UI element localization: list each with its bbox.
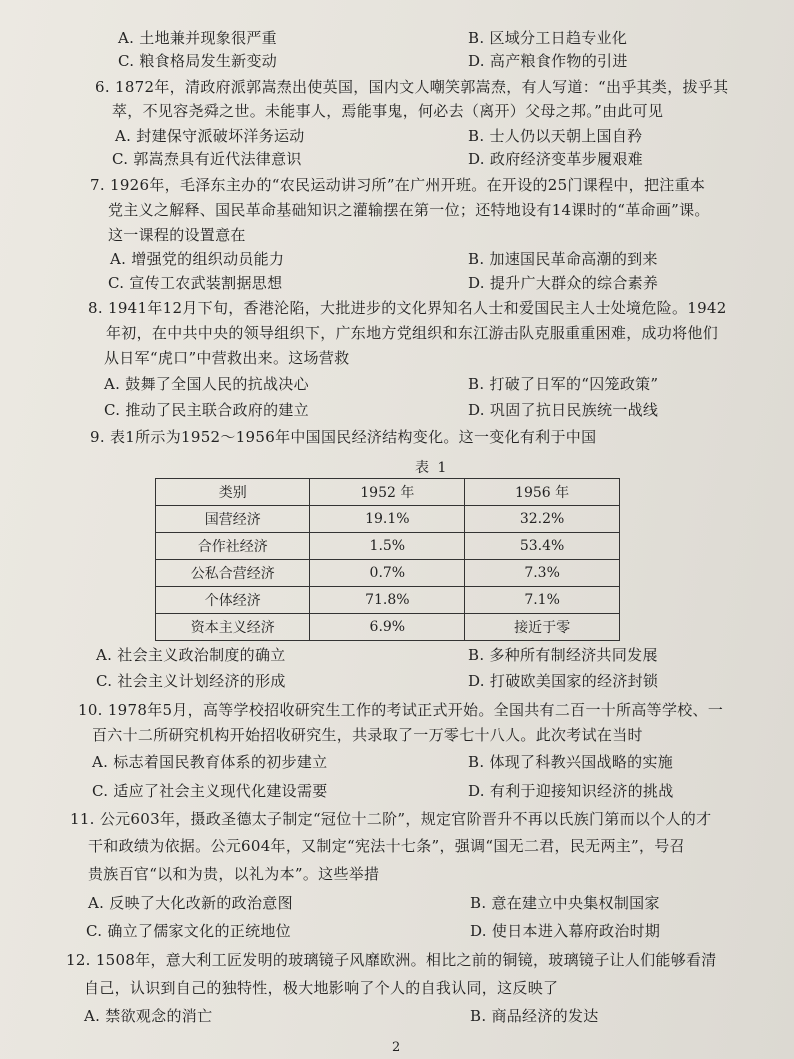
q7-option-c: C. 宣传工农武装割据思想: [108, 274, 283, 292]
table-cell: 资本主义经济: [156, 614, 310, 641]
q12-option-a: A. 禁欲观念的消亡: [84, 1007, 213, 1025]
table-cell: 7.3%: [465, 560, 620, 587]
q6-stem-line2: 萃，不见容尧舜之世。未能事人，焉能事鬼，何必去（离开）父母之邦。”由此可见: [112, 102, 664, 120]
q7-stem-line1: 7. 1926年，毛泽东主办的“农民运动讲习所”在广州开班。在开设的25门课程中，把注重本: [90, 176, 706, 194]
q11-option-b: B. 意在建立中央集权制国家: [470, 894, 660, 912]
q8-option-d: D. 巩固了抗日民族统一战线: [468, 401, 659, 419]
q11-option-a: A. 反映了大化改新的政治意图: [88, 894, 293, 912]
q11-option-d: D. 使日本进入幕府政治时期: [470, 922, 661, 940]
q10-stem-line1: 10. 1978年5月，高等学校招收研究生工作的考试正式开始。全国共有二百一十所高等学校、一: [78, 701, 724, 719]
q7-option-d: D. 提升广大群众的综合素养: [468, 274, 659, 292]
table-cell: 71.8%: [310, 587, 465, 614]
q7-option-a: A. 增强党的组织动员能力: [110, 250, 285, 268]
table-row: [156, 533, 620, 560]
table-cell: 19.1%: [310, 506, 465, 533]
q11-stem-line2: 干和政绩为依据。公元604年，又制定“宪法十七条”，强调“国无二君，民无两主”，号召: [88, 837, 685, 855]
q9-option-c: C. 社会主义计划经济的形成: [96, 672, 286, 690]
table-cell: 7.1%: [465, 587, 620, 614]
table-header-row: [156, 479, 620, 506]
q8-stem-line3: 从日军“虎口”中营救出来。这场营救: [104, 349, 350, 367]
table-row: [156, 587, 620, 614]
q7-stem-line3: 这一课程的设置意在: [108, 226, 246, 244]
table-cell: 接近于零: [465, 614, 620, 641]
table-row: [156, 614, 620, 641]
q11-stem-line1: 11. 公元603年，摄政圣德太子制定“冠位十二阶”，规定官阶晋升不再以氏族门第而以个人的才: [70, 810, 712, 828]
q7-option-b: B. 加速国民革命高潮的到来: [468, 250, 658, 268]
table-cell: 32.2%: [465, 506, 620, 533]
q6-stem-line1: 6. 1872年，清政府派郭嵩焘出使英国，国内文人嘲笑郭嵩焘，有人写道：“出乎其类，拔乎其: [95, 78, 729, 96]
q11-option-c: C. 确立了儒家文化的正统地位: [86, 922, 291, 940]
q11-stem-line3: 贵族百官“以和为贵，以礼为本”。这些举措: [88, 865, 380, 883]
table-cell: 合作社经济: [156, 533, 310, 560]
q9-option-a: A. 社会主义政治制度的确立: [96, 646, 286, 664]
table-header-category: 类别: [156, 479, 310, 506]
q6-option-d: D. 政府经济变革步履艰难: [468, 150, 643, 168]
q7-stem-line2: 党主义之解释、国民革命基础知识之灌输摆在第一位；还特地设有14课时的“革命画”课。: [108, 201, 710, 219]
q5-option-d: D. 高产粮食作物的引进: [468, 52, 628, 70]
table-header-1956: 1956 年: [465, 479, 620, 506]
q5-option-a: A. 土地兼并现象很严重: [118, 29, 277, 47]
table-cell: 53.4%: [465, 533, 620, 560]
table-cell: 个体经济: [156, 587, 310, 614]
economy-structure-table: [155, 478, 620, 641]
q8-option-c: C. 推动了民主联合政府的建立: [104, 401, 309, 419]
q8-option-b: B. 打破了日军的“囚笼政策”: [468, 375, 659, 393]
q10-option-a: A. 标志着国民教育体系的初步建立: [92, 753, 328, 771]
q10-option-c: C. 适应了社会主义现代化建设需要: [92, 782, 328, 800]
table-row: [156, 560, 620, 587]
q8-option-a: A. 鼓舞了全国人民的抗战决心: [104, 375, 309, 393]
q8-stem-line2: 年初，在中共中央的领导组织下，广东地方党组织和东江游击队克服重重困难，成功将他们: [106, 324, 719, 342]
q5-option-c: C. 粮食格局发生新变动: [118, 52, 278, 70]
q9-option-d: D. 打破欧美国家的经济封锁: [468, 672, 659, 690]
q5-option-b: B. 区域分工日趋专业化: [468, 29, 628, 47]
q10-stem-line2: 百六十二所研究机构开始招收研究生，共录取了一万零七十八人。此次考试在当时: [92, 726, 643, 744]
table-title: 表 1: [415, 460, 449, 476]
q6-option-c: C. 郭嵩焘具有近代法律意识: [112, 150, 302, 168]
q12-stem-line2: 自己，认识到自己的独特性，极大地影响了个人的自我认同，这反映了: [84, 979, 559, 997]
table-cell: 国营经济: [156, 506, 310, 533]
page-number: 2: [392, 1040, 401, 1055]
table-cell: 1.5%: [310, 533, 465, 560]
q9-stem: 9. 表1所示为1952～1956年中国国民经济结构变化。这一变化有利于中国: [90, 428, 597, 446]
table-cell: 公私合营经济: [156, 560, 310, 587]
q10-option-d: D. 有利于迎接知识经济的挑战: [468, 782, 674, 800]
q9-option-b: B. 多种所有制经济共同发展: [468, 646, 658, 664]
table-cell: 6.9%: [310, 614, 465, 641]
q12-stem-line1: 12. 1508年，意大利工匠发明的玻璃镜子风靡欧洲。相比之前的铜镜，玻璃镜子让人们能够看清: [66, 951, 717, 969]
table-header-1952: 1952 年: [310, 479, 465, 506]
table-cell: 0.7%: [310, 560, 465, 587]
q8-stem-line1: 8. 1941年12月下旬，香港沦陷，大批进步的文化界知名人士和爱国民主人士处境危险。1942: [88, 299, 727, 317]
q6-option-a: A. 封建保守派破坏洋务运动: [115, 127, 305, 145]
table-row: [156, 506, 620, 533]
q12-option-b: B. 商品经济的发达: [470, 1007, 599, 1025]
q10-option-b: B. 体现了科教兴国战略的实施: [468, 753, 674, 771]
q6-option-b: B. 士人仍以天朝上国自矜: [468, 127, 643, 145]
